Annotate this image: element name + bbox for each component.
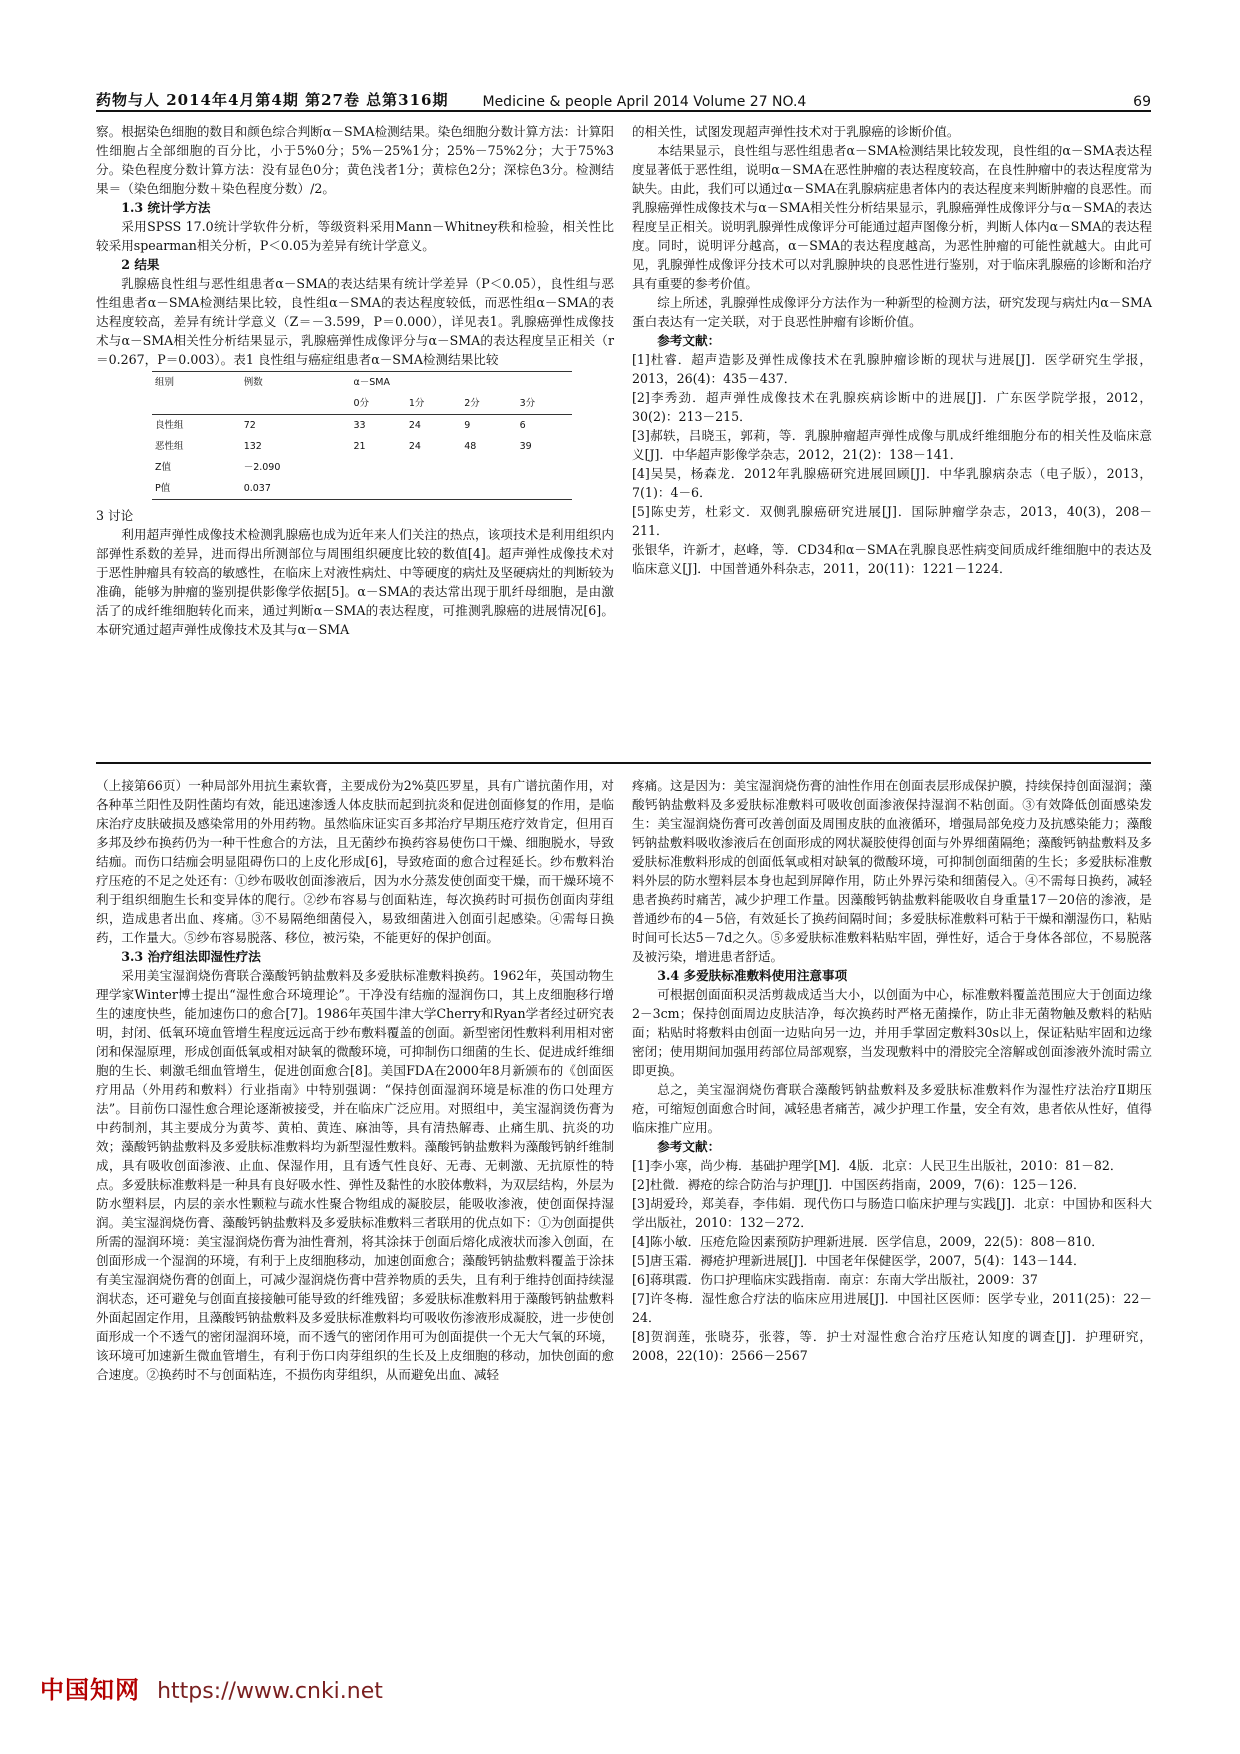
table-cell: 9 [461,415,516,437]
table-header-cell: 组别 [152,372,241,394]
table-cell: P值 [152,478,241,500]
table-cell: 24 [408,441,421,452]
table-header-cell: 0分 [353,398,369,409]
table-1 [96,371,566,500]
bottom-left-column [96,776,614,1384]
paragraph: 疼痛。这是因为：美宝湿润烧伤膏的油性作用在创面表层形成保护膜，持续保持创面湿润；藻酸钙钠盐敷料及多爱肤标准敷料可吸收创面渗液保持湿润不粘创面。③有效降低创面感染发生：美宝湿润烧伤膏可改善创面及周围皮肤的血液循环，增强局部免疫力及抗感染能力；藻酸钙钠盐敷料吸收渗液后在创面形成的网状凝胶使得创面与外界细菌隔绝；藻酸钙钠盐敷料及多爱肤标准敷料形成的创面低氧或相对缺氧的微酸环境，可抑制创面细菌的生长；多爱肤标准敷料外层的防水塑料层本身也起到屏障作用，防止外界污染和细菌侵入。④不需每日换药，减轻患者换药时痛苦，减少护理工作量。因藻酸钙钠盐敷料能吸收自身重量17－20倍的渗液，是普通纱布的4－5倍，有效延长了换药间隔时间；多爱肤标准敷料可粘于干燥和潮湿伤口，粘贴时间可长达5－7d之久。⑤多爱肤标准敷料粘贴牢固，弹性好，适合于身体各部位，不易脱落及被污染，增进患者舒适。 [632,778,1152,964]
top-right-column [632,122,1152,578]
table-row [152,415,572,437]
table-cell: 33 [350,415,405,437]
section-heading: 3.3 治疗组法即湿性疗法 [121,949,261,964]
paragraph: 总之，美宝湿润烧伤膏联合藻酸钙钠盐敷料及多爱肤标准敷料作为湿性疗法治疗Ⅱ期压疮，可缩短创面愈合时间，减轻患者痛苦，减少护理工作量，安全有效，患者依从性好，值得临床推广应用。 [632,1082,1152,1135]
paragraph: 乳腺癌良性组与恶性组患者α－SMA的表达结果有统计学差异（P＜0.05），良性组与恶性组患者α－SMA检测结果比较，良性组α－SMA的表达程度较低，而恶性组α－SMA的表达程度较高，差异有统计学意义（Z＝－3.599，P＝0.000），详见表1。乳腺癌弹性成像技术与α－SMA相关性分析结果显示，乳腺癌弹性成像评分与α－SMA的表达程度呈正相关（r＝0.267，P＝0.003）。表1 良性组与癌症组患者α－SMA检测结果比较 [96,276,614,367]
reference-item: [1]杜睿．超声造影及弹性成像技术在乳腺肿瘤诊断的现状与进展[J]．医学研究生学报，2013，26(4)：435－437． [632,352,1152,386]
table-cell: 6 [517,415,572,437]
reference-item: [4]陈小敏．压疮危险因素预防护理新进展．医学信息，2009，22(5)：808－810． [632,1234,1104,1249]
cnki-url: https://www.cnki.net [157,1679,383,1704]
table-cell: 39 [519,441,532,452]
reference-item: [3]胡爱玲，郑美春，李伟娟．现代伤口与肠造口临床护理与实践[J]．北京：中国协和医科大学出版社，2010：132－272． [632,1196,1152,1230]
table-row [152,478,572,500]
section-heading: 1.3 统计学方法 [121,200,211,215]
paragraph: （上接第66页）一种局部外用抗生素软膏，主要成份为2%莫匹罗星，具有广谱抗菌作用，对各种革兰阳性及阴性菌均有效，能迅速渗透人体皮肤而起到抗炎和促进创面修复的作用，是临床治疗皮肤破损及感染常用的外用药物。虽然临床证实百多邦治疗早期压疮疗效肯定，但用百多邦及纱布换药仍为一种干性愈合的方法，且无菌纱布换药容易使伤口干燥、细胞脱水，导致结痂。而伤口结痂会明显阻碍伤口的上皮化形成[6]，导致疮面的愈合过程延长。纱布敷料治疗压疮的不足之处还有：①纱布吸收创面渗液后，因为水分蒸发使创面变干燥，而干燥环境不利于组织细胞生长和变异体的爬行。②纱布容易与创面粘连，每次换药时可损伤创面肉芽组织，造成患者出血、疼痛。③不易隔绝细菌侵入，易致细菌进入创面引起感染。④需每日换药，工作量大。⑤纱布容易脱落、移位，被污染，不能更好的保护创面。 [96,778,614,945]
references-heading: 参考文献： [657,333,721,348]
paragraph: 综上所述，乳腺弹性成像评分方法作为一种新型的检测方法，研究发现与病灶内α－SMA蛋白表达有一定关联，对于良恶性肿瘤有诊断价值。 [632,295,1152,329]
table-row [152,436,572,457]
cnki-watermark [40,1670,383,1705]
table-header-cell: 3分 [519,398,536,409]
top-left-column [96,122,614,639]
reference-item: 张银华，许新才，赵峰，等．CD34和α－SMA在乳腺良恶性病变间质成纤维细胞中的表达及临床意义[J]．中国普通外科杂志，2011，20(11)：1221－1224． [632,542,1152,576]
page-number: 69 [1133,94,1151,110]
header-english: Medicine & people April 2014 Volume 27 NO.4 [482,94,807,110]
table-cell: 24 [406,415,461,437]
table-cell: －2.090 [243,462,281,473]
table-cell: 48 [464,441,477,452]
table-cell: 72 [241,415,351,437]
table-cell: 132 [243,441,262,452]
table-cell: 恶性组 [155,441,184,452]
reference-item: [2]李秀劲．超声弹性成像技术在乳腺疾病诊断中的进展[J]．广东医学院学报，2012，30(2)：213－215． [632,390,1152,424]
bottom-right-column [632,776,1152,1365]
section-heading: 3 讨论 [96,508,134,523]
table-header-cell: 1分 [408,398,425,409]
table-cell: 0.037 [241,478,351,500]
running-header [96,84,1151,112]
results-table [152,371,572,500]
cnki-logo: 中国知网 [40,1676,140,1704]
table-cell: 21 [353,441,366,452]
reference-item: [8]贺润莲，张晓芬，张蓉，等．护士对湿性愈合治疗压疮认知度的调查[J]．护理研究，2008，22(10)：2566－2567 [632,1329,1152,1363]
references-heading: 参考文献： [657,1139,721,1154]
reference-item: [5]唐玉霜．褥疮护理新进展[J]．中国老年保健医学，2007，5(4)：143－144． [632,1253,1086,1268]
reference-item: [7]许冬梅．湿性愈合疗法的临床应用进展[J]．中国社区医师：医学专业，2011(25)：22－24． [632,1291,1152,1325]
reference-item: [1]李小寒，尚少梅．基础护理学[M]．4版．北京：人民卫生出版社，2010：81－82． [632,1158,1123,1173]
reference-item: [2]杜微．褥疮的综合防治与护理[J]．中国医药指南，2009，7(6)：125－126． [632,1177,1086,1192]
section-divider [96,762,1151,764]
section-heading: 2 结果 [121,257,160,272]
reference-item: [3]郝轶，吕晓玉，郭莉，等．乳腺肿瘤超声弹性成像与肌成纤维细胞分布的相关性及临床意义[J]．中华超声影像学杂志，2012，21(2)：138－141． [632,428,1152,462]
paragraph: 采用SPSS 17.0统计学软件分析，等级资料采用Mann－Whitney秩和检验，相关性比较采用spearman相关分析，P＜0.05为差异有统计学意义。 [96,219,614,253]
paragraph: 本结果显示，良性组与恶性组患者α－SMA检测结果比较发现，良性组的α－SMA表达程度显著低于恶性组，说明α－SMA在恶性肿瘤的表达程度较高，在良性肿瘤中的表达程度常为缺失。由此，我们可以通过α－SMA在乳腺病症患者体内的表达程度来判断肿瘤的良恶性。而乳腺癌弹性成像技术与α－SMA相关性分析结果显示，乳腺癌弹性成像评分与α－SMA的表达程度呈正相关。说明乳腺弹性成像评分可能通过超声图像分析，判断人体内α－SMA的表达程度。同时，说明评分越高，α－SMA的表达程度越高，为恶性肿瘤的可能性就越大。由此可见，乳腺弹性成像评分技术可以对乳腺肿块的良恶性进行鉴别，对于临床乳腺癌的诊断和治疗具有重要的参考价值。 [632,143,1152,291]
table-cell: Z值 [155,462,172,473]
paragraph: 的相关性，试图发现超声弹性技术对于乳腺癌的诊断价值。 [632,124,960,139]
table-cell: 良性组 [152,415,241,437]
table-header-cell: α－SMA [350,372,572,394]
paragraph: 采用美宝湿润烧伤膏联合藻酸钙钠盐敷料及多爱肤标准敷料换药。1962年，英国动物生理学家Winter博士提出“湿性愈合环境理论”。干净没有结痂的湿润伤口，其上皮细胞移行增生的速度快些，能加速伤口的愈合[7]。1986年英国牛津大学Cherry和Ryan学者经过研究表明，封闭、低氧环境血管增生程度远远高于纱布敷料覆盖的创面。新型密闭性敷料利用相对密闭和保湿原理，形成创面低氧或相对缺氧的微酸环境，可抑制伤口细菌的生长、促进成纤维细胞的生长、刺激毛细血管增生，促进创面愈合[8]。美国FDA在2000年8月新颁布的《创面医疗用品（外用药和敷料）行业指南》中特别强调：“保持创面湿润环境是标准的伤口处理方法”。目前伤口湿性愈合理论逐渐被接受，并在临床广泛应用。对照组中，美宝湿润烫伤膏为中药制剂，其主要成分为黄芩、黄柏、黄连、麻油等，具有清热解毒、止痛生肌、抗炎的功效；藻酸钙钠盐敷料及多爱肤标准敷料均为新型湿性敷料。藻酸钙钠盐敷料为藻酸钙钠纤维制成，具有吸收创面渗液、止血、保湿作用，且有透气性良好、无毒、无刺激、无抗原性的特点。多爱肤标准敷料是一种具有良好吸水性、弹性及黏性的水胶体敷料，为双层结构，外层为防水塑料层，内层的亲水性颗粒与疏水性聚合物组成的凝胶层，能吸收渗液，使创面保持湿润。美宝湿润烧伤膏、藻酸钙钠盐敷料及多爱肤标准敷料三者联用的优点如下：①为创面提供所需的湿润环境：美宝湿润烧伤膏为油性膏剂，将其涂抹于创面后熔化成液状而渗入创面，在创面形成一个湿润的环境，有利于上皮细胞移动，加速创面愈合；藻酸钙钠盐敷料覆盖于涂抹有美宝湿润烧伤膏的创面上，可减少湿润烧伤膏中营养物质的丢失，且有利于维持创面持续湿润状态，还可避免与创面直接接触可能导致的纤维残留；多爱肤标准敷料用于藻酸钙钠盐敷料外面起固定作用，且藻酸钙钠盐敷料及多爱肤标准敷料均可吸收伤渗液形成凝胶，进一步使创面形成一个不透气的密闭湿润环境，而不透气的密闭作用可为创面提供一个无大气氧的环境，该环境可加速新生微血管增生，有利于伤口肉芽组织的生长及上皮细胞的移动，加快创面的愈合速度。②换药时不与创面粘连，不损伤肉芽组织，从而避免出血、减轻 [96,968,614,1382]
paragraph: 可根据创面面积灵活剪裁成适当大小，以创面为中心，标准敷料覆盖范围应大于创面边缘2－3cm；保持创面周边皮肤洁净，每次换药时严格无菌操作，防止非无菌物触及敷料的粘贴面；粘贴时将敷料由创面一边贴向另一边，并用手掌固定敷料30s以上，保证粘贴牢固和边缘密闭；使用期间加强用药部位局部观察，当发现敷料中的滑胶完全溶解或创面渗液外流时需立即更换。 [632,987,1152,1078]
paragraph: 察。根据染色细胞的数目和颜色综合判断α－SMA检测结果。染色细胞分数计算方法：计算阳性细胞占全部细胞的百分比，小于5%0分；5%－25%1分；25%－75%2分；大于75%3分。染色程度分数计算方法：没有显色0分；黄色浅者1分；黄棕色2分；深棕色3分。检测结果＝（染色细胞分数＋染色程度分数）/2。 [96,124,614,196]
table-header-cell: 例数 [241,372,351,394]
reference-item: [6]蒋琪霞．伤口护理临床实践指南．南京：东南大学出版社，2009：37 [632,1272,1038,1287]
header-chinese: 药物与人 2014年4月第4期 第27卷 总第316期 [96,91,449,109]
reference-item: [4]吴昊，杨森龙．2012年乳腺癌研究进展回顾[J]．中华乳腺病杂志（电子版），2013，7(1)：4－6． [632,466,1152,500]
section-heading: 3.4 多爱肤标准敷料使用注意事项 [657,968,848,983]
table-header-cell: 2分 [464,398,480,409]
table-row [152,457,572,478]
paragraph: 利用超声弹性成像技术检测乳腺癌也成为近年来人们关注的热点，该项技术是利用组织内部弹性系数的差异，进而得出所测部位与周围组织硬度比较的数值[4]。超声弹性成像技术对于恶性肿瘤具有较高的敏感性，在临床上对液性病灶、中等硬度的病灶及坚硬病灶的判断较为准确，能够为肿瘤的鉴别提供影像学依据[5]。α－SMA的表达常出现于肌纤母细胞，是由激活了的成纤维细胞转化而来，通过判断α－SMA的表达程度，可推测乳腺癌的进展情况[6]。本研究通过超声弹性成像技术及其与α－SMA [96,527,614,637]
reference-item: [5]陈史芳，杜彩文．双侧乳腺癌研究进展[J]．国际肿瘤学杂志，2013，40(3)，208－211． [632,504,1152,538]
